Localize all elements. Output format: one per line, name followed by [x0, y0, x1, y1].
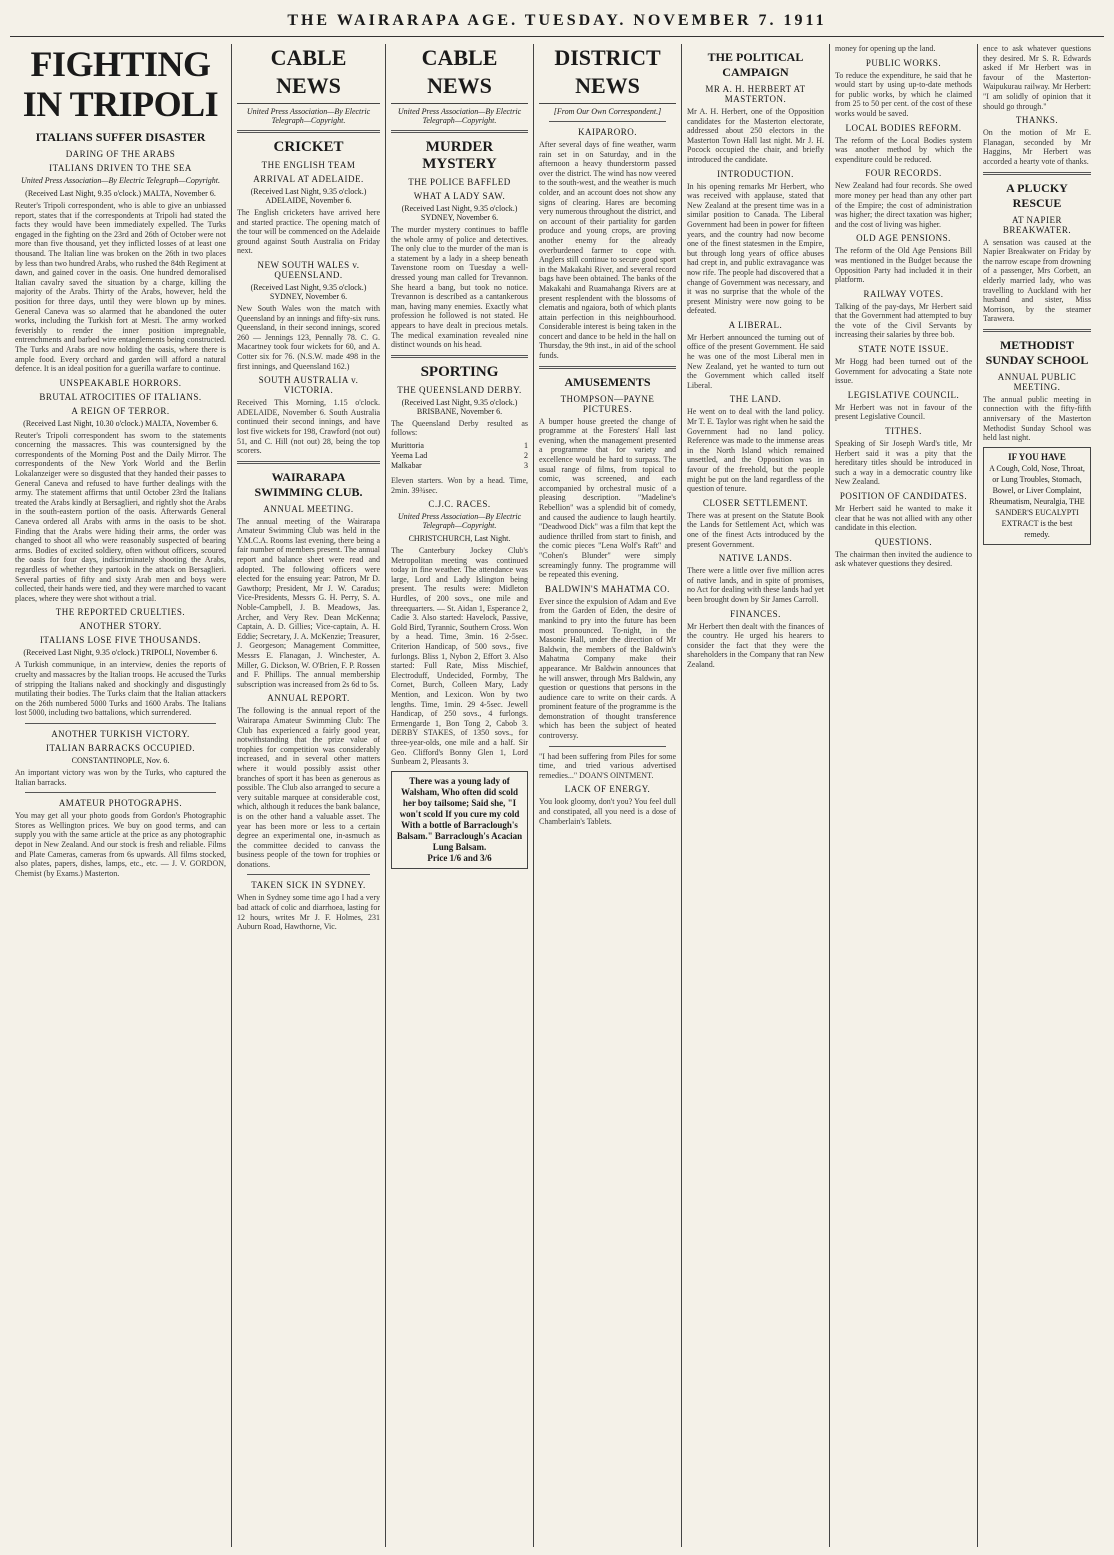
subhead: FINANCES.	[730, 608, 781, 619]
columns	[10, 44, 1104, 1547]
subhead: FOUR RECORDS.	[865, 168, 942, 179]
subhead: ITALIANS DRIVEN TO THE SEA	[49, 163, 192, 173]
subhead: BRUTAL ATROCITIES OF ITALIANS.	[39, 391, 202, 402]
subhead: CLOSER SETTLEMENT.	[702, 497, 809, 508]
subhead: ANNUAL PUBLIC MEETING.	[997, 371, 1077, 392]
headline-cable-news: CABLE NEWS	[237, 44, 380, 104]
subhead: THANKS.	[1015, 115, 1059, 126]
subhead: THE POLICE BAFFLED	[408, 177, 511, 187]
subhead: NEW SOUTH WALES v. QUEENSLAND.	[257, 259, 360, 280]
subhead: POSITION OF CANDIDATES.	[839, 491, 968, 501]
dateline: CONSTANTINOPLE, Nov. 6.	[71, 755, 170, 765]
article-body: A Turkish communique, in an interview, denies the reports of cruelty and massacres by the Italian troops. He accused the Turks of stripping the Italians naked and shockingly and disgustingly mutilating their bodies. The Turks claim that the Italian attackers on the 26th numbered 5000 Turks and 1600 Arabs. The Italians lost 5000, including two battalions, which surrendered.	[15, 660, 226, 718]
article-body: You look gloomy, don't you? You feel dull and constipated, all you need is a dose of Chamberlain's Tablets.	[539, 797, 676, 826]
section-title: THE POLITICAL CAMPAIGN	[707, 50, 804, 79]
subhead: ITALIANS SUFFER DISASTER	[35, 130, 206, 144]
section-title: METHODIST SUNDAY SCHOOL	[985, 337, 1089, 367]
subhead: WAIRARAPA SWIMMING CLUB.	[254, 469, 363, 499]
article-body: A bumper house greeted the change of programme at the Foresters' Hall last evening, when the management presented a programme that for variety and excellence would be hard to surpass. The usual range of films, from topical to comic, was screened, and each accompanied by orchestral music of a pleasing description. "Madeline's Rebellion" was a splendid bit of comedy, and caused the audience to laugh heartily. "Deadwood Dick" was a film that kept the audience thrilled from start to finish, and the comic pieces "Lena Wolf's Raft" and "Cohen's Blunder" were simply screamingly funny. The programme will be repeated this evening.	[539, 416, 676, 580]
article-body: Speaking of Sir Joseph Ward's title, Mr Herbert said it was a pity that the hereditary titles should be introduced in such a way in a democratic country like New Zealand.	[835, 439, 972, 487]
dateline: (Received Last Night, 9.35 o'clock.) MALTA, November 6.	[25, 189, 216, 198]
ad-price: Price 1/6 and 3/6	[427, 852, 492, 863]
credit-line: United Press Association—By Electric Telegraph—Copyright.	[20, 176, 221, 185]
subhead: PUBLIC WORKS.	[865, 57, 942, 68]
article-body: Reuter's Tripoli correspondent has sworn to the statements concerning the massacres. This was countersigned by the correspondents of the Morning Post and the Daily Mirror. The correspondents of the New York World and the Berlin Lokalanzeiger were so disgusted that they handed their passes to General Caneva and refused to have further dealings with the army. The statement affirms that until October 23rd the Italians treated the Arabs kindly at Bersaglieri, and rightly shot the Arabs in the south-eastern portion of the oasis. Afterwards General Caneva ordered all Arabs with arms in the oasis to be shot. Finding that the Arabs were hiding their arms, the order was changed to shoot all who were reasonably suspected of bearing arms. Bodies of excited soldiery, often without officers, scoured the oasis for four days, indiscriminately shooting the Arabs, regardless of whether they partook in the attack on Bersaglieri. Several parties of fifty and sixty Arab men and boys were collected, their hands were tied, and they were marched to vacant places, where they were shot without a trial.	[15, 430, 226, 603]
subhead: DARING OF THE ARABS	[65, 149, 176, 159]
subhead: A LIBERAL.	[728, 319, 783, 330]
article-body: You may get all your photo goods from Gordon's Photographic Stores as Wellington prices. We buy on good terms, and can supply you with the same article at the price as any photographic depot in New Zealand. And our stock is fresh and reliable. Films and Plate Cameras, cameras from 6s upwards. All films stocked, also plates, papers, dishes, lamps, etc., etc. — J. V. GORDON, Chemist (by Exams.) Masterton.	[15, 811, 226, 878]
article-body: The chairman then invited the audience to ask whatever questions they desired.	[835, 549, 972, 569]
article-body: The annual meeting of the Wairarapa Amateur Swimming Club was held in the Y.M.C.A. Rooms last evening, there being a fair number of members present. The annual report and balance sheet were read and adopted. The following officers were elected for the ensuing year: Patron, Mr D. Gawthorp; President, Mr J. W. Caradus; Vice-Presidents, Messrs G. H. Perry, S. A. Noble-Campbell, J. B. Meadows, Jas. Archer, and Very Rev. Dean McKenna; Captain, A. D. Gillies; Vice-captain, A. H. Eddie; Secretary, J. A. McKenzie; Treasurer, J. Georgeson; Management Committee, Messrs E. Flanagan, J. Winchester, A. Miller, G. Dickson, W. O'Brien, F. P. Rossen and F. Phillips. The annual membership subscription was increased from 2s 6d to 5s.	[237, 516, 380, 689]
subhead: THE REPORTED CRUELTIES.	[55, 607, 186, 618]
subhead: TITHES.	[885, 426, 922, 437]
section-title: CRICKET	[273, 139, 344, 155]
article-body: "I had been suffering from Piles for some time, and tried various advertised remedies..." DOAN'S OINTMENT.	[539, 751, 676, 780]
section-title: SPORTING	[420, 363, 499, 380]
article-body: The reform of the Old Age Pensions Bill was mentioned in the Budget because the Opposition Party had included it in their platform.	[835, 246, 972, 285]
subhead: LOCAL BODIES REFORM.	[845, 122, 962, 133]
article-body: Ever since the expulsion of Adam and Eve from the Garden of Eden, the desire of mankind to pry into the future has been most pronounced. To-night, in the Masonic Hall, under the direction of Mr Baldwin, the members of the Baldwin's Mahatma Company make their appearance. Mr Baldwin announces that he will answer, through Mrs Baldwin, any question or questions that persons in the audience care to write on their cards. A prominent feature of the programme is the demonstration of thought transference which has been the subject of heated controversy.	[539, 596, 676, 741]
divider	[983, 329, 1091, 332]
subhead: KAIPARORO.	[578, 127, 637, 137]
divider	[25, 792, 216, 793]
dateline: (Received Last Night, 9.35 o'clock.) SYDNEY, November 6.	[401, 204, 518, 222]
subhead: THE QUEENSLAND DERBY.	[397, 384, 522, 395]
dateline: (Received Last Night, 9.35 o'clock.) BRISBANE, November 6.	[401, 397, 518, 416]
article-body: A sensation was caused at the Napier Breakwater on Friday by the narrow escape from drowning of a passenger, Mrs Corbett, an elderly married lady, who was travelling to Auckland with her husband and sister, Miss Morrison, by the steamer Tarawera.	[983, 237, 1091, 324]
article-body: There were a little over five million acres of native lands, and in spite of promises, no Act for dealing with these lands had yet been brought down by Sir James Carroll.	[687, 566, 824, 604]
subhead: LACK OF ENERGY.	[564, 784, 651, 795]
dateline: (Received Last Night, 9.35 o'clock.) ADELAIDE, November 6.	[250, 187, 367, 205]
race-results	[391, 441, 528, 471]
article-body: When in Sydney some time ago I had a very bad attack of colic and diarrhoea, lasting for 12 hours, writes Mr J. F. Holmes, 231 Auburn Road, Hawthorne, Vic.	[237, 893, 380, 932]
credit-line: United Press Association—By Electric Telegraph—Copyright.	[246, 107, 371, 125]
divider	[549, 121, 666, 122]
subhead: UNSPEAKABLE HORRORS.	[59, 377, 182, 388]
divider	[25, 723, 216, 724]
section-title: A PLUCKY RESCUE	[1006, 180, 1068, 210]
column-3	[386, 44, 534, 1547]
headline-district-news: DISTRICT NEWS	[539, 44, 676, 104]
article-body: Talking of the pay-days, Mr Herbert said that the Government had attempted to buy the vote of the Civil Servants by increasing their salaries by three bob.	[835, 301, 972, 340]
divider	[237, 130, 380, 133]
column-1	[10, 44, 232, 1547]
article-body: After several days of fine weather, warm rain set in on Saturday, and in the afternoon a heavy thunderstorm passed over the district. The wind has now veered to the south-west, and the weather is much colder, and an account does not show any signs of clearing. Hares are becoming very numerous throughout the district, and on account of their partiality for garden produce and young crops, are proving another enemy for the already overburdened farmer to cope with. Anglers still continue to secure good sport in the Makakahi River, and several record bags have been obtained. The banks of the Makakahi and Ruamahanga Rivers are at present resplendent with the blossoms of clematis and ngaiora, both of which plants attain perfection in this neighbourhood. Considerable interest is being taken in the concert and dance to be held in the hall on Thursday, the 9th inst., in aid of the school funds.	[539, 140, 676, 361]
dateline: (Received Last Night, 9.35 o'clock.) SYDNEY, November 6.	[250, 282, 367, 301]
subhead: LEGISLATIVE COUNCIL.	[847, 389, 960, 400]
subhead: ANOTHER STORY.	[79, 621, 162, 632]
column-6	[830, 44, 978, 1547]
column-2	[232, 44, 386, 1547]
subhead: ITALIANS LOSE FIVE THOUSANDS.	[39, 635, 202, 646]
article-body: Reuter's Tripoli correspondent, who is able to give an unbiassed report, states that if the correspondents at Tripoli had stated the facts they would have been immediately expelled. The Turks engaged in the fighting on the 23rd and 26th of October were not more than five thousand, yet they inflicted losses of at least one thousand. The Italian line was broken on the 26th in two places by less than two hundred Arabs, who rushed the 84th Regiment at dawn, and gained cover in the oasis. One hundred demoralised Italian cavalry saved the situation by a charge, killing the majority of the Arabs. Thirty of the Arabs, however, held the position for three days, until they were blown up by mines. General Caneva was so alarmed that he abandoned the outer works, including the Turkish fort at Mesri. The army worked feverishly to render the inner position impregnable, entrenchments and barbed wire entanglements being constructed. The Turks and Arabs are now holding the oasis, where there is ample food. Every orchard and garden will afford a natural defence. It is an ideal position for a guerilla warfare to continue.	[15, 201, 226, 374]
article-body: Mr Herbert then dealt with the finances of the country. He urged his hearers to consider the fact that they were the shareholders in the Company that ran New Zealand.	[687, 621, 824, 669]
subhead: MR A. H. HERBERT AT MASTERTON.	[705, 84, 806, 104]
subhead: AMATEUR PHOTOGRAPHS.	[58, 798, 183, 809]
divider	[237, 461, 380, 464]
article-body: ence to ask whatever questions they desired. Mr S. R. Edwards asked if Mr Herbert was in favour of the Masterton-Waipukurau railway. Mr Herbert: "I am solidly of opinion that it should go through."	[983, 44, 1091, 111]
section-title: MURDER MYSTERY	[422, 139, 497, 172]
headline-fighting-tripoli: FIGHTING IN TRIPOLI	[22, 44, 219, 124]
subhead: INTRODUCTION.	[717, 168, 794, 179]
dateline: (Received Last Night, 9.35 o'clock.) TRIPOLI, November 6.	[23, 648, 218, 658]
article-body: New Zealand had four records. She owed more money per head than any other part of the Empire; the cost of administration was higher; the direct taxation was higher; and the cost of living was higher.	[835, 181, 972, 229]
ad-text: There was a young lady of Walsham, Who often did scold her boy tailsome; Said she, "I won't scold If you cure my cold With a bottle of Barraclough's Balsam." Barraclough's Acacian Lung Balsam.	[396, 775, 523, 852]
subhead: STATE NOTE ISSUE.	[858, 344, 949, 355]
subhead: C.J.C. RACES.	[428, 499, 491, 510]
divider	[983, 172, 1091, 175]
article-body: In his opening remarks Mr Herbert, who was received with applause, stated that New Zealand at the present time was in a similar position to Canada. The Liberal Government had been in power for fifteen years, and the country had now become one of the finest statesmen in the Empire, but through long years of office abuses had crept in, and public extravagance was now rife. The people had discovered that a change of Government was necessary, and it was no surprise that the whole of the present Ministry were now going to be defeated.	[687, 181, 824, 316]
result-row: Malkabar 3	[391, 460, 528, 470]
subhead: THOMPSON—PAYNE PICTURES.	[560, 393, 655, 414]
advertisement	[391, 771, 528, 869]
article-body: To reduce the expenditure, he said that he would start by using up-to-date methods for public works, by which he claimed from 25 to 50 per cent. of the cost of these works would be saved.	[835, 70, 972, 118]
article-body: New South Wales won the match with Queensland by an innings and fifty-six runs. Queensland, in their second innings, scored 260 — Jennings 123, Pennally 78. C. G. Macartney took four wickets for 60, and A. Cotter six for 76. (N.S.W. made 498 in the first innings, and Queensland 162.)	[237, 303, 380, 371]
column-4	[534, 44, 682, 1547]
article-body: The murder mystery continues to baffle the whole army of police and detectives. The only clue to the murder of the man is a statement by a lady in a sheep beneath Tavenstone room on Tuesday a well-dressed young man called for Trevannon. She heard a bang, but took no notice. Trevannon is described as a cantankerous man, having many enemies. Exactly what profession he followed is not stated. He appears to have dealt in precious metals. The medical examination revealed nine distinct wounds on his head.	[391, 225, 528, 350]
article-body: The annual public meeting in connection with the fifty-fifth anniversary of the Masterton Methodist Sunday School was held last night.	[983, 394, 1091, 443]
divider	[391, 355, 528, 358]
article-body: money for opening up the land.	[835, 44, 936, 53]
divider	[539, 366, 676, 369]
ad-text: A Cough, Cold, Nose, Throat, or Lung Troubles, Stomach, Bowel, or Liver Complaint, Rheumatism, Neuralgia, THE SANDER'S EUCALYPTI EXTRACT is the best remedy.	[989, 463, 1085, 539]
subhead: ANNUAL REPORT.	[267, 693, 350, 704]
subhead: OLD AGE PENSIONS.	[856, 233, 951, 244]
divider	[549, 746, 666, 747]
article-body: Received This Morning, 1.15 o'clock. ADELAIDE, November 6. South Australia continued their second innings, and have lost five wickets for 198, Crawford (not out) 51, and C. Hill (not out) 28, being the top scorers.	[237, 398, 380, 456]
article-body: The following is the annual report of the Wairarapa Amateur Swimming Club: The Club has experienced a fairly good year, notwithstanding that the prize value of trophies for competition was considerably increased, and in several other matters where it would possibly assist other branches of sport it has been as generous as possible. The Club also arranged to secure a very suitable marquee at considerable cost, which, although it reduces the bank balance, is on the other hand a valuable asset. The year has been more or less to a certain degree an experimental one, in-asmuch as the committee decided to canvass the business people of the town for trophies or donations.	[237, 706, 380, 869]
ad-title: IF YOU HAVE	[1008, 451, 1066, 462]
subhead: TAKEN SICK IN SYDNEY.	[251, 880, 366, 891]
article-body: The reform of the Local Bodies system was another method by which the expenditure could be reduced.	[835, 135, 972, 164]
article-body: He went on to deal with the land policy. Mr T. E. Taylor was right when he said the Government had no land policy. Reference was made to the immense areas in the North Island which remained unsettled, and the Opposition was in favour of the freehold, but the people might be put on the land regardless of the question of tenure.	[687, 407, 824, 494]
divider	[247, 874, 370, 875]
credit-line: United Press Association—By Electric Telegraph—Copyright.	[397, 512, 522, 531]
subhead: A REIGN OF TERROR.	[71, 405, 170, 416]
subhead: ITALIAN BARRACKS OCCUPIED.	[45, 742, 196, 753]
result-row: Yeema Lad 2	[391, 450, 528, 460]
divider	[391, 130, 528, 133]
subhead: SOUTH AUSTRALIA v. VICTORIA.	[258, 375, 359, 396]
subhead: NATIVE LANDS.	[718, 553, 793, 564]
credit-line: [From Our Own Correspondent.]	[553, 107, 662, 116]
subhead: ARRIVAL AT ADELAIDE.	[253, 174, 364, 184]
subhead: AT NAPIER BREAKWATER.	[1002, 214, 1072, 235]
headline-cable-news: CABLE NEWS	[391, 44, 528, 104]
subhead: THE LAND.	[729, 394, 782, 405]
article-body: Mr Herbert was not in favour of the present Legislative Council.	[835, 402, 972, 422]
article-body: On the motion of Mr E. Flanagan, seconded by Mr Haggins, Mr Herbert was accorded a hearty vote of thanks.	[983, 128, 1091, 166]
article-body: Eleven starters. Won by a head. Time, 2min. 39¾sec.	[391, 475, 528, 495]
masthead: THE WAIRARAPA AGE. TUESDAY. NOVEMBER 7. 1911	[10, 6, 1104, 37]
article-body: There was at present on the Statute Book the Lands for Settlement Act, which was one of the finest Acts introduced by the present Government.	[687, 510, 824, 549]
article-body: Mr A. H. Herbert, one of the Opposition candidates for the Masterton electorate, addressed about 250 electors in the Masterton Town Hall last night. Mr J. H. Pocock occupied the chair, and briefly introduced the candidate.	[687, 107, 824, 164]
article-body: The Canterbury Jockey Club's Metropolitan meeting was continued today in fine weather. The attendance was large, Lord and Lady Islington being present. The results were: Midleton Hurdles, of 200 sovs., one mile and threequarters. — St. Aidan 1, Esperance 2, Cadie 3. Also started: Havelock, Passive, Gold Bird, Tyrannic, Southern Cross. Won by a head. Time, 3min. 16 2-5sec. Criterion Handicap, of 500 sovs., five furlongs. Bliss 1, Nybon 2, Effort 3. Also started: Full Rate, Miss Mischief, Electroduff, Undecided, Formby, The Cornet, Burch, Colleen Mary, Lady Mention, and Lexicon. Won by two lengths. Time, 1min. 29 4-5sec. Jewell Handicap, of 250 sovs., 4 furlongs. Ermengarde 1, Bon Tong 2, Cabob 3. DERBY STAKES, of 1350 sovs., for three-year-olds, one mile and a half. Sir Geo. Clifford's Bonny Glen 1, Lord Sunbeam 2, Pleasants 3.	[391, 546, 528, 767]
subhead: THE ENGLISH TEAM	[261, 160, 356, 170]
article-body: An important victory was won by the Turks, who captured the Italian barracks.	[15, 767, 226, 787]
subhead: RAILWAY VOTES.	[863, 288, 944, 299]
credit-line: United Press Association—By Electric Telegraph—Copyright.	[397, 107, 522, 125]
dateline: (Received Last Night, 10.30 o'clock.) MALTA, November 6.	[23, 418, 218, 428]
subhead: BALDWIN'S MAHATMA CO.	[545, 583, 670, 594]
column-5	[682, 44, 830, 1547]
column-7	[978, 44, 1096, 1547]
advertisement	[983, 447, 1091, 545]
article-body: Mr Herbert announced the turning out of office of the present Government. He said he was one of the most Liberal men in New Zealand, yet he wanted to turn out the Government which called itself Liberal.	[687, 332, 824, 390]
subhead: WHAT A LADY SAW.	[413, 191, 506, 201]
subhead: ANOTHER TURKISH VICTORY.	[51, 728, 190, 739]
article-body: Mr Hogg had been turned out of the Government for advocating a State note issue.	[835, 357, 972, 386]
result-row: Murittoria 1	[391, 440, 528, 450]
subhead: ANNUAL MEETING.	[263, 503, 354, 514]
dateline: CHRISTCHURCH, Last Night.	[408, 534, 511, 544]
article-body: The English cricketers have arrived here and started practice. The opening match of the tour will be commenced on the Adelaide ground against South Australia on Friday next.	[237, 208, 380, 256]
section-title: AMUSEMENTS	[564, 374, 651, 389]
subhead: QUESTIONS.	[874, 536, 933, 547]
article-body: Mr Herbert said he wanted to make it clear that he was not allied with any other candidate in this election.	[835, 504, 972, 533]
article-body: The Queensland Derby resulted as follows:	[391, 418, 528, 438]
